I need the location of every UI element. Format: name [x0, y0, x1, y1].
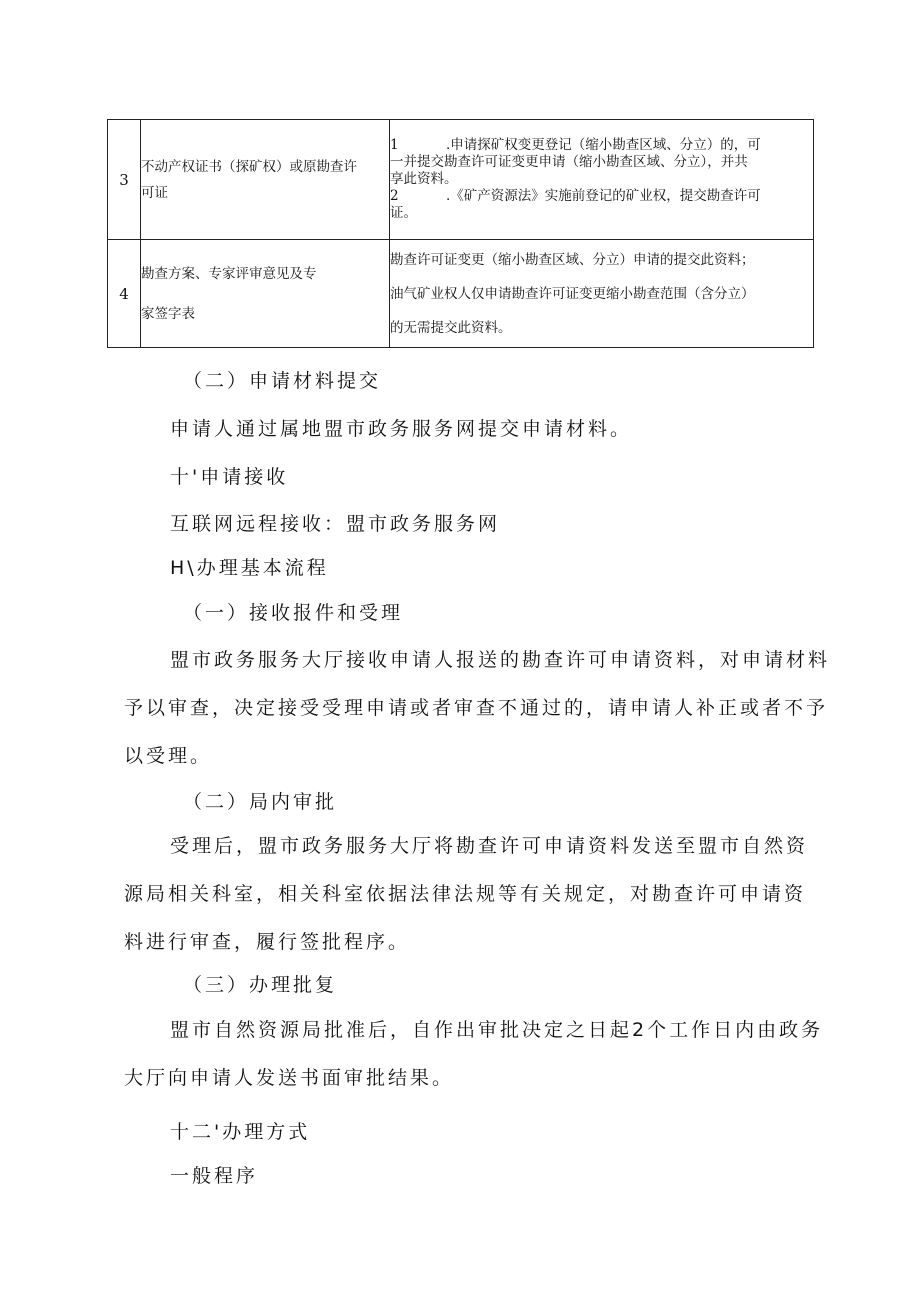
paragraph: 一般程序 [170, 1165, 259, 1187]
materials-table [107, 119, 814, 348]
section-heading: H\办理基本流程 [170, 557, 329, 579]
note-text: 一并提交勘查许可证变更申请（缩小勘查区域、分立），并共 [390, 154, 748, 170]
paragraph-line: 大厅向申请人发送书面审批结果。 [124, 1067, 455, 1089]
note-line [390, 137, 813, 154]
note-line [390, 188, 813, 205]
material-name [141, 120, 390, 240]
material-name-line: 勘查方案、专家评审意见及专 [141, 265, 317, 282]
paragraph [124, 1006, 824, 1102]
note-text: 享此资料。 [390, 171, 458, 187]
material-name-line: 家签字表 [141, 305, 195, 322]
note-line: 的无需提交此资料。 [390, 319, 512, 336]
note-line: 油气矿业权人仅申请勘查许可证变更缩小勘查范围（含分立） [390, 285, 755, 302]
note-line [390, 154, 813, 171]
table-row [108, 120, 814, 240]
paragraph-line: 以受理。 [124, 745, 213, 767]
paragraph-line: 予以审查，决定接受受理申请或者审查不通过的，请申请人补正或者不予 [124, 697, 829, 719]
note-text: .《矿产资源法》实施前登记的矿业权，提交勘查许可 [446, 188, 761, 204]
paragraph-line: 受理后，盟市政务服务大厅将勘查许可申请资料发送至盟市自然资 [170, 835, 809, 857]
section-heading: （二）申请材料提交 [183, 370, 382, 392]
section-heading: （三）办理批复 [183, 974, 338, 996]
note-number: 1 [390, 137, 399, 153]
paragraph-line: 盟市政务服务大厅接收申请人报送的勘查许可申请资料，对申请材料 [170, 649, 831, 671]
section-heading: 十二'办理方式 [170, 1121, 311, 1143]
row-number: 4 [108, 240, 141, 348]
note-line: 勘查许可证变更（缩小勘查区域、分立）申请的提交此资料； [390, 251, 755, 268]
material-name [141, 240, 390, 348]
table-row [108, 240, 814, 348]
material-note [390, 120, 814, 240]
paragraph-line: 盟市自然资源局批准后，自作出审批决定之日起2个工作日内由政务 [170, 1019, 824, 1041]
paragraph [124, 636, 831, 780]
note-text: 证。 [390, 205, 417, 221]
section-heading: （二）局内审批 [183, 791, 338, 813]
paragraph-line: 料进行审查，履行签批程序。 [124, 931, 411, 953]
note-line [390, 205, 813, 222]
paragraph-line: 源局相关科室，相关科室依据法律法规等有关规定，对勘查许可申请资 [124, 883, 807, 905]
row-number: 3 [108, 120, 141, 240]
note-text: .申请探矿权变更登记（缩小勘查区域、分立）的，可 [446, 137, 761, 153]
note-line [390, 171, 813, 188]
paragraph [124, 822, 815, 966]
section-heading: （一）接收报件和受理 [183, 602, 404, 624]
section-heading: 十'申请接收 [170, 466, 289, 488]
material-name-line: 可证 [141, 184, 168, 201]
material-note [390, 240, 814, 348]
material-name-line: 不动产权证书（探矿权）或原勘查许 [141, 158, 357, 175]
note-number: 2 [390, 188, 399, 204]
paragraph: 申请人通过属地盟市政务服务网提交申请材料。 [170, 418, 633, 440]
paragraph: 互联网远程接收：盟市政务服务网 [170, 513, 501, 535]
